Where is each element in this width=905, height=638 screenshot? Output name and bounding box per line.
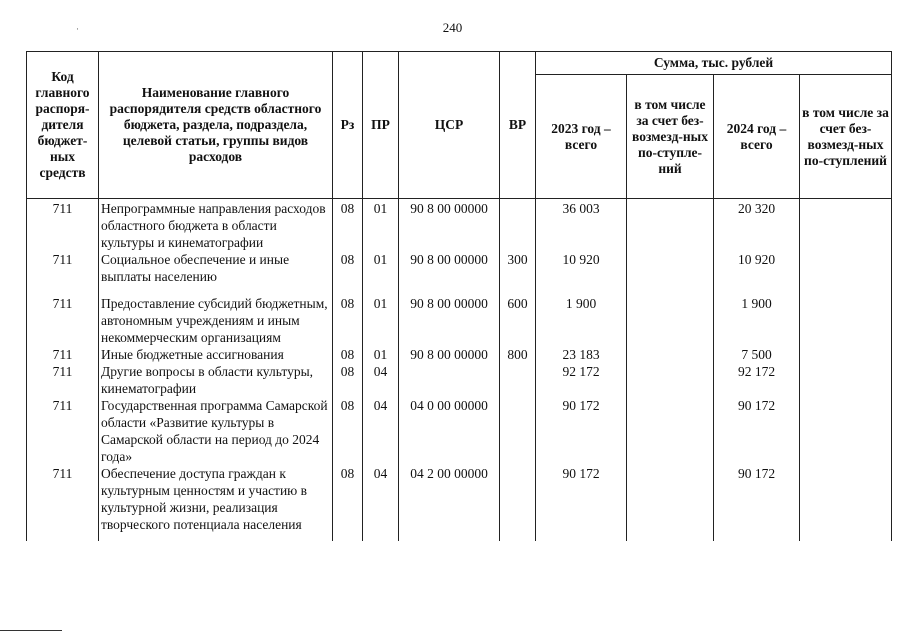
row-rz: 08: [333, 199, 363, 252]
row-pr: 01: [363, 346, 399, 363]
table-body: [27, 199, 892, 542]
row-csr: 04 0 00 00000: [399, 397, 500, 465]
row-2023-total: 36 003: [536, 199, 627, 252]
row-2024-grants: [800, 295, 892, 346]
row-rz: 08: [333, 295, 363, 346]
row-2023-grants: [627, 251, 714, 295]
row-pr: 04: [363, 363, 399, 397]
row-2024-total: 90 172: [714, 397, 800, 465]
header-vr: ВР: [500, 52, 536, 199]
row-csr: [399, 363, 500, 397]
row-2023-total: 10 920: [536, 251, 627, 295]
row-name: Предоставление субсидий бюджетным, автономным учреждениям и иным некоммерческим организациям: [99, 295, 333, 346]
row-csr: 90 8 00 00000: [399, 199, 500, 252]
bottom-rule: [0, 630, 62, 631]
row-rz: 08: [333, 346, 363, 363]
header-2023-total: 2023 год – всего: [536, 75, 627, 199]
row-2023-grants: [627, 397, 714, 465]
row-2023-total: 1 900: [536, 295, 627, 346]
row-rz: 08: [333, 465, 363, 541]
row-csr: 90 8 00 00000: [399, 251, 500, 295]
table-row: [27, 251, 892, 295]
row-rz: 08: [333, 363, 363, 397]
header-2024-total: 2024 год – всего: [714, 75, 800, 199]
row-2024-total: 92 172: [714, 363, 800, 397]
row-vr: [500, 199, 536, 252]
table-row: [27, 295, 892, 346]
row-vr: [500, 363, 536, 397]
row-code: 711: [27, 363, 99, 397]
table-header: [27, 52, 892, 199]
table-row: [27, 346, 892, 363]
row-name: Государственная программа Самарской области «Развитие культуры в Самарской области на период до 2024 года»: [99, 397, 333, 465]
row-pr: 01: [363, 199, 399, 252]
header-code: Код главного распоря-дителя бюджет-ных средств: [27, 52, 99, 199]
row-2024-total: 90 172: [714, 465, 800, 541]
row-csr: 90 8 00 00000: [399, 295, 500, 346]
header-2023-grants: в том числе за счет без-возмезд-ных по-ступле-ний: [627, 75, 714, 199]
row-2024-total: 10 920: [714, 251, 800, 295]
row-code: 711: [27, 465, 99, 541]
row-2024-grants: [800, 346, 892, 363]
row-2023-grants: [627, 363, 714, 397]
row-2024-grants: [800, 465, 892, 541]
page-number: 240: [442, 20, 463, 35]
row-code: 711: [27, 251, 99, 295]
row-name: Социальное обеспечение и иные выплаты населению: [99, 251, 333, 295]
row-code: 711: [27, 295, 99, 346]
header-2024-grants: в том числе за счет без-возмезд-ных по-ступлений: [800, 75, 892, 199]
row-code: 711: [27, 397, 99, 465]
header-csr: ЦСР: [399, 52, 500, 199]
header-rz: Рз: [333, 52, 363, 199]
row-vr: [500, 465, 536, 541]
row-vr: 600: [500, 295, 536, 346]
row-2023-total: 23 183: [536, 346, 627, 363]
row-2023-grants: [627, 346, 714, 363]
row-rz: 08: [333, 251, 363, 295]
budget-table: [26, 51, 892, 541]
header-name: Наименование главного распорядителя средств областного бюджета, раздела, подраздела, целевой статьи, группы видов расходов: [99, 52, 333, 199]
row-2023-grants: [627, 465, 714, 541]
row-vr: 300: [500, 251, 536, 295]
row-2024-grants: [800, 199, 892, 252]
row-pr: 04: [363, 465, 399, 541]
row-2023-total: 92 172: [536, 363, 627, 397]
scan-mark: ·: [76, 24, 79, 34]
row-2023-grants: [627, 199, 714, 252]
row-2024-total: 7 500: [714, 346, 800, 363]
row-name: Обеспечение доступа граждан к культурным ценностям и участию в культурной жизни, реализация творческого потенциала населения: [99, 465, 333, 541]
row-name: Иные бюджетные ассигнования: [99, 346, 333, 363]
row-pr: 01: [363, 295, 399, 346]
row-rz: 08: [333, 397, 363, 465]
table-row: [27, 199, 892, 252]
row-2023-grants: [627, 295, 714, 346]
header-sum-group: Сумма, тыс. рублей: [536, 52, 892, 75]
row-vr: [500, 397, 536, 465]
row-csr: 90 8 00 00000: [399, 346, 500, 363]
table-row: [27, 465, 892, 541]
row-vr: 800: [500, 346, 536, 363]
table-row: [27, 397, 892, 465]
table-row: [27, 363, 892, 397]
header-pr: ПР: [363, 52, 399, 199]
row-code: 711: [27, 346, 99, 363]
row-pr: 04: [363, 397, 399, 465]
row-2024-grants: [800, 397, 892, 465]
row-csr: 04 2 00 00000: [399, 465, 500, 541]
row-code: 711: [27, 199, 99, 252]
row-2024-grants: [800, 363, 892, 397]
row-2024-total: 1 900: [714, 295, 800, 346]
row-2024-grants: [800, 251, 892, 295]
row-name: Непрограммные направления расходов областного бюджета в области культуры и кинематографии: [99, 199, 333, 252]
row-2023-total: 90 172: [536, 465, 627, 541]
row-2024-total: 20 320: [714, 199, 800, 252]
row-name: Другие вопросы в области культуры, кинематографии: [99, 363, 333, 397]
row-pr: 01: [363, 251, 399, 295]
row-2023-total: 90 172: [536, 397, 627, 465]
